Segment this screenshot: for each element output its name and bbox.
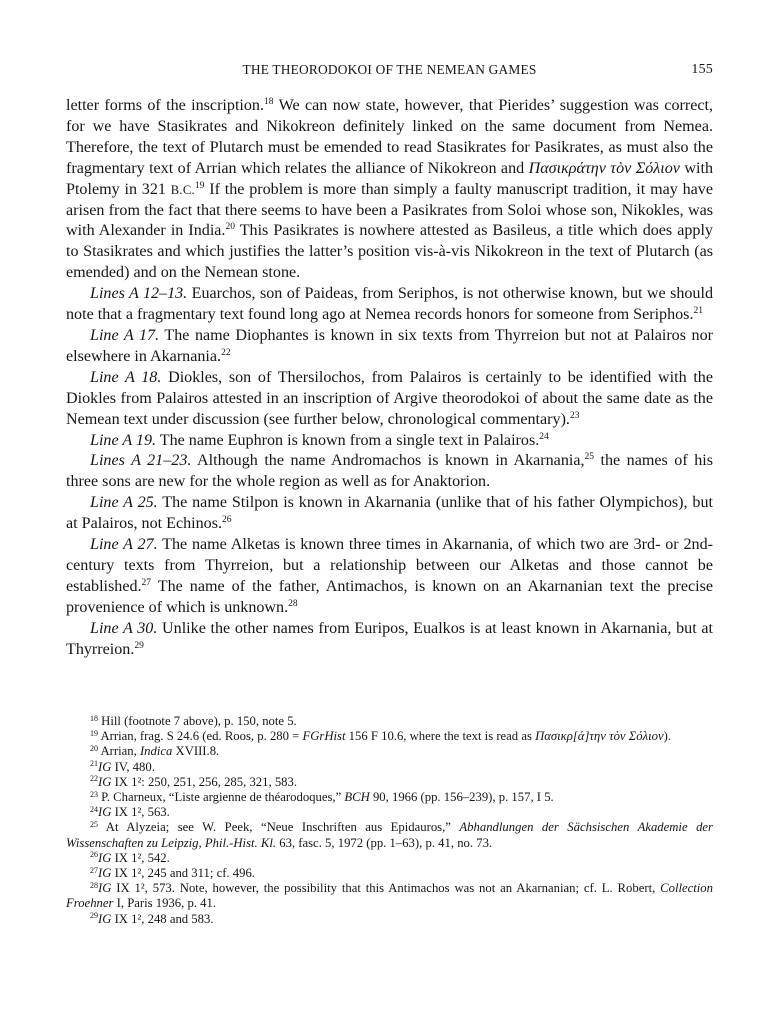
paragraph-1 bbox=[66, 96, 713, 284]
footnote-text: 156 F 10.6, where the text is read as bbox=[345, 729, 536, 744]
paragraph-line-a19 bbox=[66, 431, 713, 452]
footnote-text: XVIII.8. bbox=[172, 744, 220, 759]
text: the names of his three sons are new for the whole region as well as for Anaktorion. bbox=[66, 452, 713, 491]
footnote-number: 24 bbox=[90, 804, 98, 814]
paragraph-line-a27 bbox=[66, 535, 713, 619]
footnote-italic: Indica bbox=[139, 744, 173, 759]
footnote-italic: IG bbox=[98, 881, 112, 896]
footnote-italic: FGrHist bbox=[302, 729, 346, 744]
footnote-text: 63, fasc. 5, 1972 (pp. 1–63), p. 41, no. 73. bbox=[276, 835, 493, 850]
footnote-text: ). bbox=[663, 729, 672, 744]
text: The name of the father, Antimachos, is known on an Akarnanian text the precise provenience of which is unknown. bbox=[66, 577, 713, 616]
text: The name Euphron is known from a single text in Palairos. bbox=[156, 431, 540, 449]
footnote-number: 19 bbox=[90, 728, 98, 738]
footnote-text: Arrian, frag. S 24.6 (ed. Roos, p. 280 = bbox=[98, 729, 303, 744]
text: Diokles, son of Thersilochos, from Palairos is certainly to be identified with the Diokles from Palairos attested in an inscription of Argive theorodokoi of about the same date as the Nemean text under discussion (see further below, chronological commentary). bbox=[66, 368, 713, 428]
footnote-italic: IG bbox=[98, 850, 112, 865]
footnote-25 bbox=[66, 820, 713, 850]
footnote-number: 23 bbox=[90, 789, 98, 799]
footnote-italic: IG bbox=[98, 866, 112, 881]
footnote-ref-21[interactable]: 21 bbox=[693, 306, 703, 317]
paragraph-line-a25 bbox=[66, 493, 713, 535]
footnote-24 bbox=[66, 805, 713, 820]
footnote-22 bbox=[66, 775, 713, 790]
line-label: Line A 17. bbox=[90, 326, 160, 344]
text: The name Stilpon is known in Akarnania (unlike that of his father Olympichos), but at Palairos, not Echinos. bbox=[66, 494, 713, 533]
paragraph-lines-a12-13 bbox=[66, 284, 713, 326]
text: The name Alketas is known three times in Akarnania, of which two are 3rd- or 2nd-century texts from Thyrreion, but a relationship between our Alketas and those cannot be established. bbox=[66, 536, 713, 595]
running-header bbox=[66, 62, 713, 84]
footnote-number: 21 bbox=[90, 759, 98, 769]
paragraph-line-a17 bbox=[66, 326, 713, 368]
line-label: Lines A 21–23. bbox=[90, 452, 192, 470]
footnote-21 bbox=[66, 760, 713, 775]
footnote-ref-26[interactable]: 26 bbox=[222, 515, 232, 526]
footnote-italic: IG bbox=[98, 774, 112, 789]
footnote-ref-23[interactable]: 23 bbox=[569, 410, 580, 421]
footnote-27 bbox=[66, 866, 713, 881]
footnote-text: I, Paris 1936, p. 41. bbox=[113, 896, 217, 911]
text: The name Diophantes is known in six texts from Thyrreion but not at Palairos nor elsewhere in Akarnania. bbox=[66, 326, 713, 365]
paragraph-line-a18 bbox=[66, 368, 713, 431]
footnote-text: IX 1²: 250, 251, 256, 285, 321, 583. bbox=[111, 774, 298, 789]
line-label: Line A 27. bbox=[90, 536, 158, 554]
text: We can now state, however, that Pierides’ suggestion was correct, for we have Stasikrates and Nikokreon definitely linked on the same document from Nemea. Therefore, the text of Plutarch must be emended to read Stasikrates for Pasikrates, as must also the fragmentary text of Arrian which relates the alliance of Nikokreon and bbox=[66, 97, 713, 177]
footnotes bbox=[66, 714, 713, 927]
footnote-text: IX 1², 542. bbox=[111, 850, 170, 865]
line-label: Line A 19. bbox=[90, 431, 157, 449]
footnote-number: 28 bbox=[90, 880, 98, 890]
footnote-number: 26 bbox=[90, 850, 98, 860]
greek-phrase: Πασικράτην τὸν Σόλιον bbox=[528, 159, 680, 177]
footnote-italic: Collection Froehner bbox=[66, 881, 713, 911]
footnote-italic: BCH bbox=[344, 790, 370, 805]
text: letter forms of the inscription. bbox=[66, 97, 265, 114]
footnote-number: 18 bbox=[90, 713, 98, 723]
footnote-29 bbox=[66, 912, 713, 927]
page-number: 155 bbox=[691, 62, 713, 77]
footnote-italic: IG bbox=[98, 805, 112, 820]
footnote-ref-25[interactable]: 25 bbox=[584, 452, 594, 463]
footnote-28 bbox=[66, 881, 713, 911]
era-abbrev: B.C. bbox=[170, 182, 195, 197]
line-label: Line A 25. bbox=[90, 494, 158, 512]
paragraph-lines-a21-23 bbox=[66, 451, 713, 493]
footnote-ref-28[interactable]: 28 bbox=[288, 598, 298, 609]
footnote-text: At Alyzeia; see W. Peek, “Neue Inschriften aus Epidauros,” bbox=[98, 820, 460, 835]
footnote-text: IV, 480. bbox=[111, 759, 155, 774]
running-title: THE THEORODOKOI OF THE NEMEAN GAMES bbox=[242, 62, 537, 77]
text: Although the name Andromachos is known in Akarnania, bbox=[191, 452, 585, 470]
text: If the problem is more than simply a faulty manuscript tradition, it may have arisen from the fact that there seems to have been a Pasikrates from Soloi whose son, Nikokles, was with Alexander in India. bbox=[66, 180, 713, 240]
footnote-18 bbox=[66, 714, 713, 729]
footnote-text: 90, 1966 (pp. 156–239), p. 157, I 5. bbox=[369, 790, 554, 805]
footnote-20 bbox=[66, 744, 713, 759]
footnote-number: 25 bbox=[90, 819, 98, 829]
footnote-ref-19[interactable]: 19 bbox=[194, 180, 205, 191]
greek-phrase: Πασικρ[ά]την τὸν Σόλιον bbox=[535, 729, 664, 744]
line-label: Line A 30. bbox=[90, 619, 158, 637]
line-label: Lines A 12–13. bbox=[90, 285, 188, 303]
footnote-ref-18[interactable]: 18 bbox=[264, 97, 274, 107]
footnote-ref-20[interactable]: 20 bbox=[225, 222, 235, 233]
footnote-26 bbox=[66, 851, 713, 866]
line-label: Line A 18. bbox=[90, 368, 162, 386]
footnote-number: 29 bbox=[90, 911, 98, 921]
footnote-text: IX 1², 563. bbox=[111, 805, 170, 820]
footnote-italic: Abhandlungen der Sächsischen Akademie der Wissenschaften zu Leipzig, Phil.-Hist. Kl. bbox=[66, 820, 713, 850]
footnote-text: Hill (footnote 7 above), p. 150, note 5. bbox=[98, 714, 297, 728]
footnote-ref-27[interactable]: 27 bbox=[141, 577, 152, 588]
text: with Ptolemy in 321 bbox=[66, 159, 714, 198]
footnote-text: IX 1², 248 and 583. bbox=[111, 911, 214, 926]
footnote-text: P. Charneux, “Liste argienne de théarodoques,” bbox=[98, 790, 345, 805]
footnote-text: IX 1², 573. Note, however, the possibility that this Antimachos was not an Akarnanian; cf. L. Robert, bbox=[111, 881, 661, 896]
footnote-ref-24[interactable]: 24 bbox=[539, 431, 549, 442]
footnote-19 bbox=[66, 729, 713, 744]
footnote-23 bbox=[66, 790, 713, 805]
text: Unlike the other names from Euripos, Eualkos is at least known in Akarnania, but at Thyrreion. bbox=[66, 619, 713, 658]
footnote-text: IX 1², 245 and 311; cf. 496. bbox=[111, 866, 255, 881]
paragraph-line-a30 bbox=[66, 619, 713, 661]
footnote-ref-29[interactable]: 29 bbox=[134, 640, 144, 651]
body-text bbox=[66, 96, 713, 660]
footnote-italic: IG bbox=[98, 759, 112, 774]
footnote-ref-22[interactable]: 22 bbox=[221, 347, 231, 358]
text: This Pasikrates is nowhere attested as Basileus, a title which does apply to Stasikrates and which justifies the latter’s position vis-à-vis Nikokreon in the text of Plutarch (as emended) and on the Nemean stone. bbox=[66, 222, 713, 282]
footnote-italic: IG bbox=[98, 911, 112, 926]
footnote-number: 22 bbox=[90, 774, 98, 784]
text: Euarchos, son of Paideas, from Seriphos, is not otherwise known, but we should note that a fragmentary text found long ago at Nemea records honors for someone from Seriphos. bbox=[66, 285, 714, 324]
footnote-text: Arrian, bbox=[98, 744, 140, 759]
footnote-number: 27 bbox=[90, 865, 98, 875]
footnote-number: 20 bbox=[90, 743, 98, 753]
